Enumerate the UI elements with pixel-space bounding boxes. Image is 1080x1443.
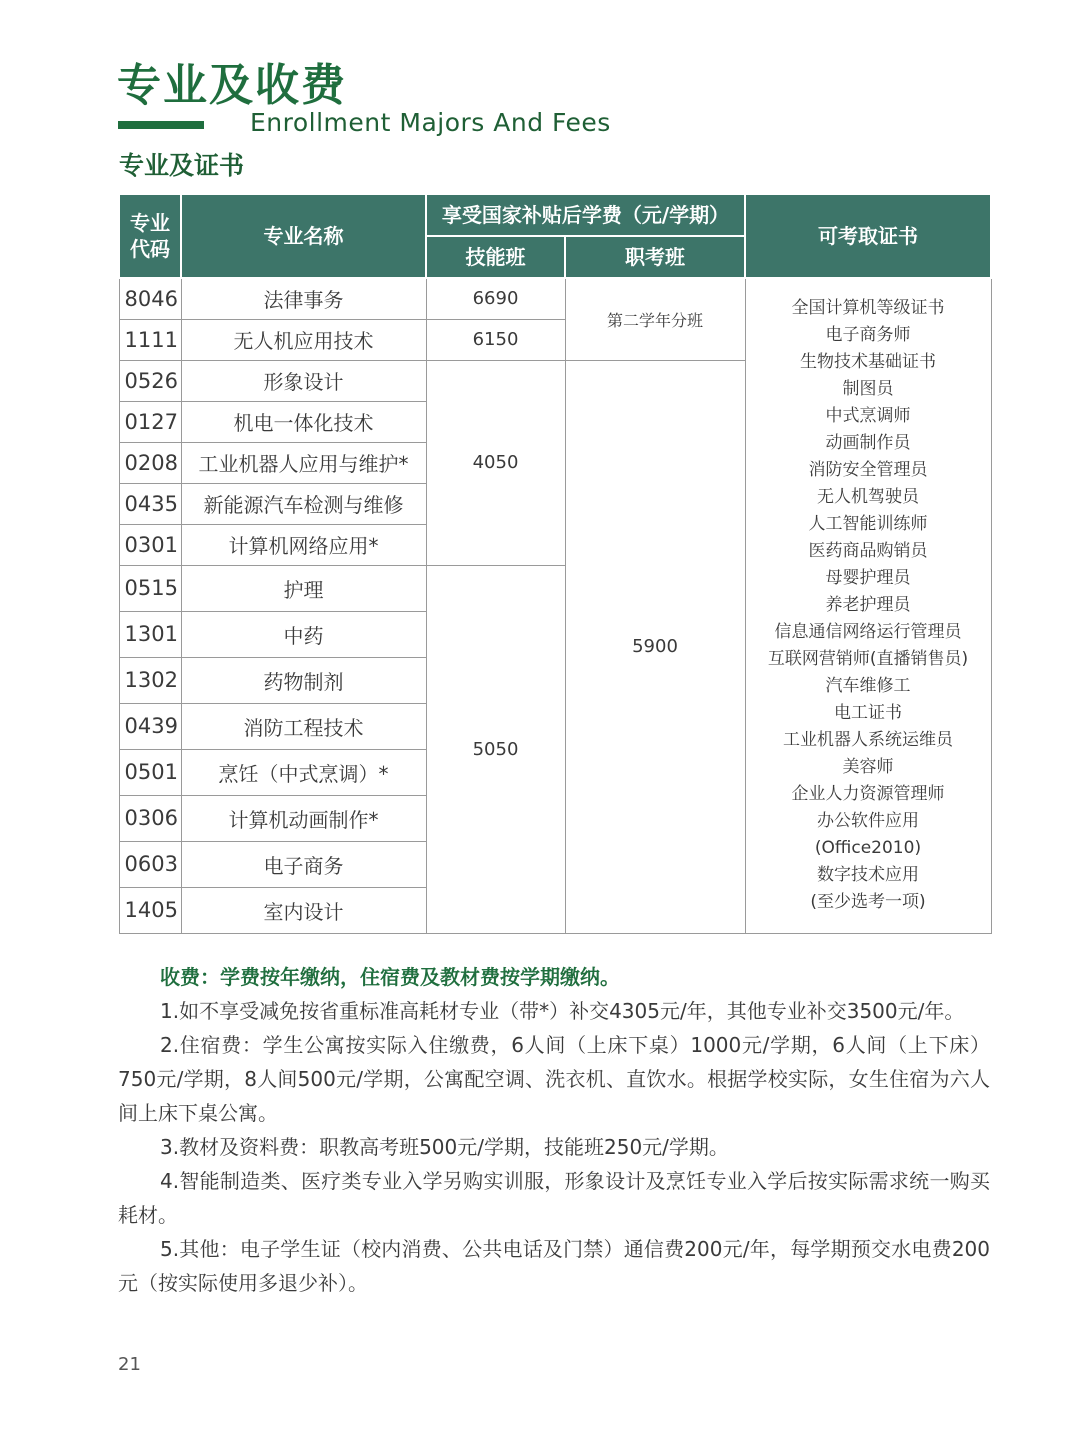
- fee-notes: [118, 960, 990, 1300]
- certificate-item: 制图员: [842, 379, 894, 400]
- certificate-item: (至少选考一项): [810, 892, 926, 913]
- fee-note-item: 2.住宿费：学生公寓按实际入住缴费，6人间（上床下桌）1000元/学期，6人间（上下床）750元/学期，8人间500元/学期，公寓配空调、洗衣机、直饮水。根据学校实际，女生住宿为六人间上床下桌公寓。: [118, 1033, 990, 1125]
- fee-note-item: 3.教材及资料费：职教高考班500元/学期，技能班250元/学期。: [160, 1135, 729, 1159]
- major-name: 烹饪（中式烹调）*: [181, 749, 426, 795]
- major-name: 工业机器人应用与维护*: [181, 442, 426, 483]
- major-code: 0208: [119, 442, 181, 483]
- header-skill-class: 技能班: [426, 236, 565, 278]
- certificate-item: 动画制作员: [825, 433, 911, 454]
- header-certificates: 可考取证书: [745, 194, 991, 278]
- major-code: 1301: [119, 611, 181, 657]
- major-name: 计算机动画制作*: [181, 795, 426, 841]
- certificate-item: 生物技术基础证书: [800, 352, 936, 373]
- page-number: 21: [118, 1354, 141, 1375]
- major-name: 新能源汽车检测与维修: [181, 483, 426, 524]
- page-title: 专业及收费: [117, 60, 347, 111]
- major-code: 1111: [119, 319, 181, 360]
- major-code: 0501: [119, 749, 181, 795]
- major-code: 0526: [119, 360, 181, 401]
- certificate-item: 无人机驾驶员: [817, 487, 919, 508]
- certificate-item: 医药商品购销员: [808, 541, 928, 562]
- certificate-item: 信息通信网络运行管理员: [774, 622, 962, 643]
- major-code: 0306: [119, 795, 181, 841]
- certificate-item: 互联网营销师(直播销售员): [767, 649, 969, 670]
- fee-note-item: 4.智能制造类、医疗类专业入学另购实训服，形象设计及烹饪专业入学后按实际需求统一购买耗材。: [118, 1169, 990, 1227]
- major-code: 1405: [119, 887, 181, 933]
- fee-notes-lead: 收费：学费按年缴纳，住宿费及教材费按学期缴纳。: [160, 965, 620, 989]
- header-exam-class: 职考班: [565, 236, 745, 278]
- skill-fee: 6150: [426, 319, 565, 360]
- major-name: 形象设计: [181, 360, 426, 401]
- major-code: 0127: [119, 401, 181, 442]
- major-name: 药物制剂: [181, 657, 426, 703]
- certificates-list: [745, 278, 991, 933]
- section-subtitle: 专业及证书: [119, 151, 245, 180]
- header-code: 专业代码: [119, 194, 181, 278]
- major-name: 室内设计: [181, 887, 426, 933]
- certificate-item: 美容师: [842, 757, 894, 778]
- certificate-item: 全国计算机等级证书: [791, 298, 945, 319]
- header-fee-group: 享受国家补贴后学费（元/学期）: [426, 194, 745, 236]
- majors-fees-table: [118, 193, 992, 934]
- fee-note-item: 1.如不享受减免按省重标准高耗材专业（带*）补交4305元/年，其他专业补交3500元/年。: [160, 999, 965, 1023]
- major-code: 8046: [119, 278, 181, 319]
- title-accent-bar: [118, 121, 204, 129]
- major-code: 0603: [119, 841, 181, 887]
- exam-fee: 5900: [565, 360, 745, 933]
- major-name: 护理: [181, 565, 426, 611]
- certificate-item: (Office2010): [814, 838, 922, 859]
- skill-fee: 5050: [426, 565, 565, 933]
- certificate-item: 办公软件应用: [817, 811, 919, 832]
- major-code: 0301: [119, 524, 181, 565]
- certificate-item: 工业机器人系统运维员: [783, 730, 953, 751]
- major-name: 无人机应用技术: [181, 319, 426, 360]
- certificate-item: 消防安全管理员: [808, 460, 928, 481]
- header-major-name: 专业名称: [181, 194, 426, 278]
- exam-class-note: 第二学年分班: [565, 278, 745, 360]
- certificate-item: 人工智能训练师: [808, 514, 928, 535]
- major-code: 0435: [119, 483, 181, 524]
- certificate-item: 汽车维修工: [825, 676, 911, 697]
- major-name: 计算机网络应用*: [181, 524, 426, 565]
- skill-fee: 6690: [426, 278, 565, 319]
- major-code: 1302: [119, 657, 181, 703]
- certificate-item: 企业人力资源管理师: [791, 784, 945, 805]
- certificate-item: 数字技术应用: [817, 865, 919, 886]
- major-name: 消防工程技术: [181, 703, 426, 749]
- table-row: [119, 278, 991, 319]
- major-name: 机电一体化技术: [181, 401, 426, 442]
- certificate-item: 电子商务师: [825, 325, 911, 346]
- certificate-item: 中式烹调师: [825, 406, 911, 427]
- certificate-item: 养老护理员: [825, 595, 911, 616]
- skill-fee: 4050: [426, 360, 565, 565]
- certificate-item: 电工证书: [834, 703, 902, 724]
- major-name: 法律事务: [181, 278, 426, 319]
- major-name: 电子商务: [181, 841, 426, 887]
- certificate-item: 母婴护理员: [825, 568, 911, 589]
- fee-note-item: 5.其他：电子学生证（校内消费、公共电话及门禁）通信费200元/年，每学期预交水电费200元（按实际使用多退少补）。: [118, 1237, 990, 1295]
- page-title-english: Enrollment Majors And Fees: [250, 108, 611, 137]
- major-code: 0515: [119, 565, 181, 611]
- major-code: 0439: [119, 703, 181, 749]
- major-name: 中药: [181, 611, 426, 657]
